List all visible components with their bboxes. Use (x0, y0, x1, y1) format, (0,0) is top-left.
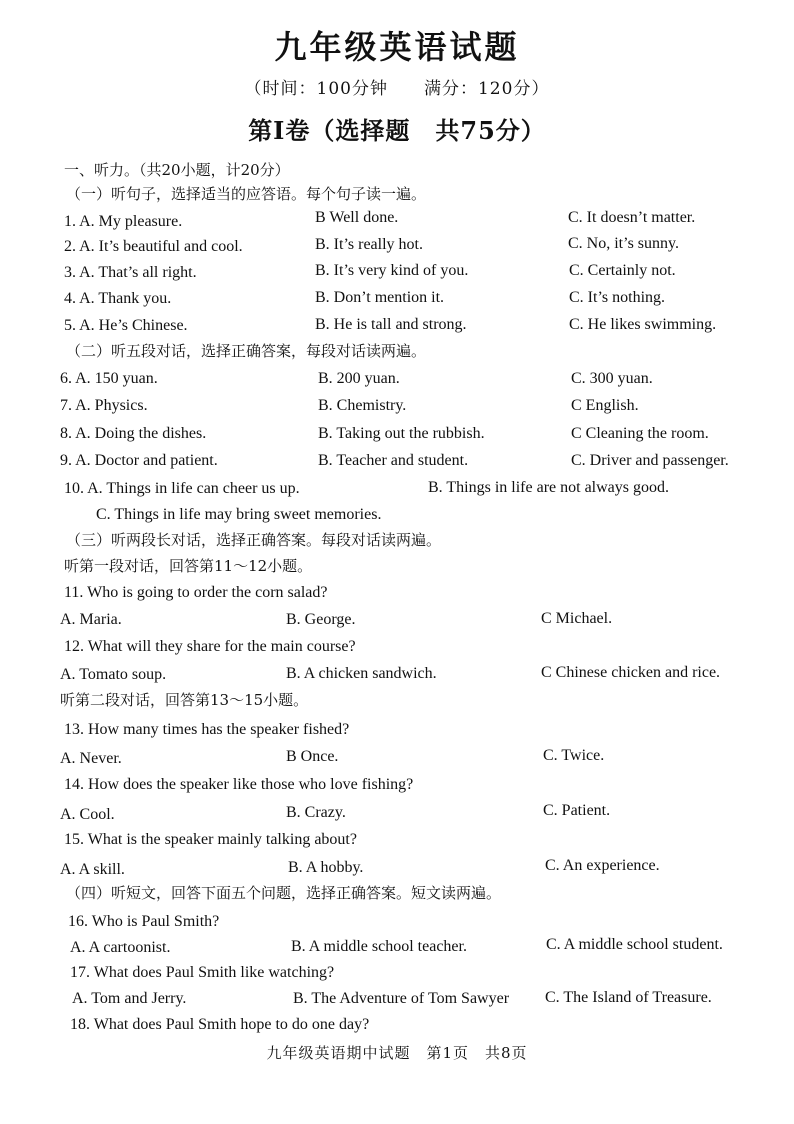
q7-option-a: 7. A. Physics. (60, 397, 148, 414)
q17-option-c: C. The Island of Treasure. (545, 989, 712, 1006)
q13-option-b: B Once. (286, 748, 339, 765)
q14-option-c: C. Patient. (543, 802, 611, 819)
q13-option-c: C. Twice. (543, 747, 605, 764)
q6-option-a: 6. A. 150 yuan. (60, 370, 158, 387)
q16-stem: 16. Who is Paul Smith? (68, 913, 220, 930)
q10-option-c: C. Things in life may bring sweet memories. (96, 506, 382, 523)
q12-option-c: C Chinese chicken and rice. (541, 664, 721, 681)
volume-heading: 第Ⅰ卷（选择题 共75分） (248, 116, 546, 145)
q8-option-c: C Cleaning the room. (571, 425, 709, 442)
q6-option-c: C. 300 yuan. (571, 370, 653, 387)
q7-option-b: B. Chemistry. (318, 397, 407, 414)
q8-option-a: 8. A. Doing the dishes. (60, 425, 207, 442)
part1-instruction: （一）听句子，选择适当的应答语。每个句子读一遍。 (66, 185, 427, 203)
q17-stem: 17. What does Paul Smith like watching? (70, 964, 335, 981)
q8-option-b: B. Taking out the rubbish. (318, 425, 485, 442)
q10-option-a: 10. A. Things in life can cheer us up. (64, 480, 300, 497)
part2-instruction: （二）听五段对话，选择正确答案，每段对话读两遍。 (66, 342, 427, 360)
q11-option-a: A. Maria. (60, 611, 122, 628)
q4-option-b: B. Don’t mention it. (315, 289, 445, 306)
q13-option-a: A. Never. (60, 750, 122, 767)
q13-stem: 13. How many times has the speaker fished? (64, 721, 350, 738)
q12-stem: 12. What will they share for the main course? (64, 638, 356, 655)
q9-option-c: C. Driver and passenger. (571, 452, 729, 469)
q16-option-c: C. A middle school student. (546, 936, 723, 953)
q14-option-b: B. Crazy. (286, 804, 346, 821)
q11-stem: 11. Who is going to order the corn salad? (64, 584, 328, 601)
q5-option-c: C. He likes swimming. (569, 316, 717, 333)
q2-option-b: B. It’s really hot. (315, 236, 423, 253)
q4-option-c: C. It’s nothing. (569, 289, 666, 306)
q2-option-c: C. No, it’s sunny. (568, 235, 679, 252)
q7-option-c: C English. (571, 397, 639, 414)
q2-option-a: 2. A. It’s beautiful and cool. (64, 238, 243, 255)
q12-option-b: B. A chicken sandwich. (286, 665, 437, 682)
page-footer: 九年级英语期中试题 第1页 共8页 (266, 1044, 528, 1062)
q3-option-a: 3. A. That’s all right. (64, 264, 197, 281)
q17-option-b: B. The Adventure of Tom Sawyer (293, 990, 510, 1007)
dialog1-note: 听第一段对话，回答第11～12小题。 (64, 557, 313, 575)
q5-option-a: 5. A. He’s Chinese. (64, 317, 188, 334)
q11-option-b: B. George. (286, 611, 356, 628)
q5-option-b: B. He is tall and strong. (315, 316, 467, 333)
q6-option-b: B. 200 yuan. (318, 370, 400, 387)
q15-option-a: A. A skill. (60, 861, 125, 878)
q14-stem: 14. How does the speaker like those who love fishing? (64, 776, 414, 793)
q15-option-c: C. An experience. (545, 857, 660, 874)
section-heading: 一、听力。（共20小题，计20分） (64, 161, 290, 179)
q1-option-b: B Well done. (315, 209, 399, 226)
part3-instruction: （三）听两段长对话，选择正确答案。每段对话读两遍。 (66, 531, 442, 549)
dialog2-note: 听第二段对话，回答第13～15小题。 (60, 691, 309, 709)
q15-stem: 15. What is the speaker mainly talking about? (64, 831, 357, 848)
q16-option-b: B. A middle school teacher. (291, 938, 467, 955)
q17-option-a: A. Tom and Jerry. (72, 990, 187, 1007)
q18-stem: 18. What does Paul Smith hope to do one day? (70, 1016, 370, 1033)
q4-option-a: 4. A. Thank you. (64, 290, 172, 307)
q9-option-a: 9. A. Doctor and patient. (60, 452, 218, 469)
q10-option-b: B. Things in life are not always good. (428, 479, 669, 496)
q3-option-c: C. Certainly not. (569, 262, 676, 279)
exam-time-score: （时间：100分钟 满分：120分） (244, 79, 550, 99)
q16-option-a: A. A cartoonist. (70, 939, 171, 956)
q14-option-a: A. Cool. (60, 806, 115, 823)
q1-option-a: 1. A. My pleasure. (64, 213, 183, 230)
q12-option-a: A. Tomato soup. (60, 666, 167, 683)
q9-option-b: B. Teacher and student. (318, 452, 469, 469)
q15-option-b: B. A hobby. (288, 859, 364, 876)
exam-title: 九年级英语试题 (274, 28, 520, 66)
part4-instruction: （四）听短文，回答下面五个问题，选择正确答案。短文读两遍。 (66, 884, 502, 902)
q3-option-b: B. It’s very kind of you. (315, 262, 469, 279)
q11-option-c: C Michael. (541, 610, 613, 627)
q1-option-c: C. It doesn’t matter. (568, 209, 696, 226)
